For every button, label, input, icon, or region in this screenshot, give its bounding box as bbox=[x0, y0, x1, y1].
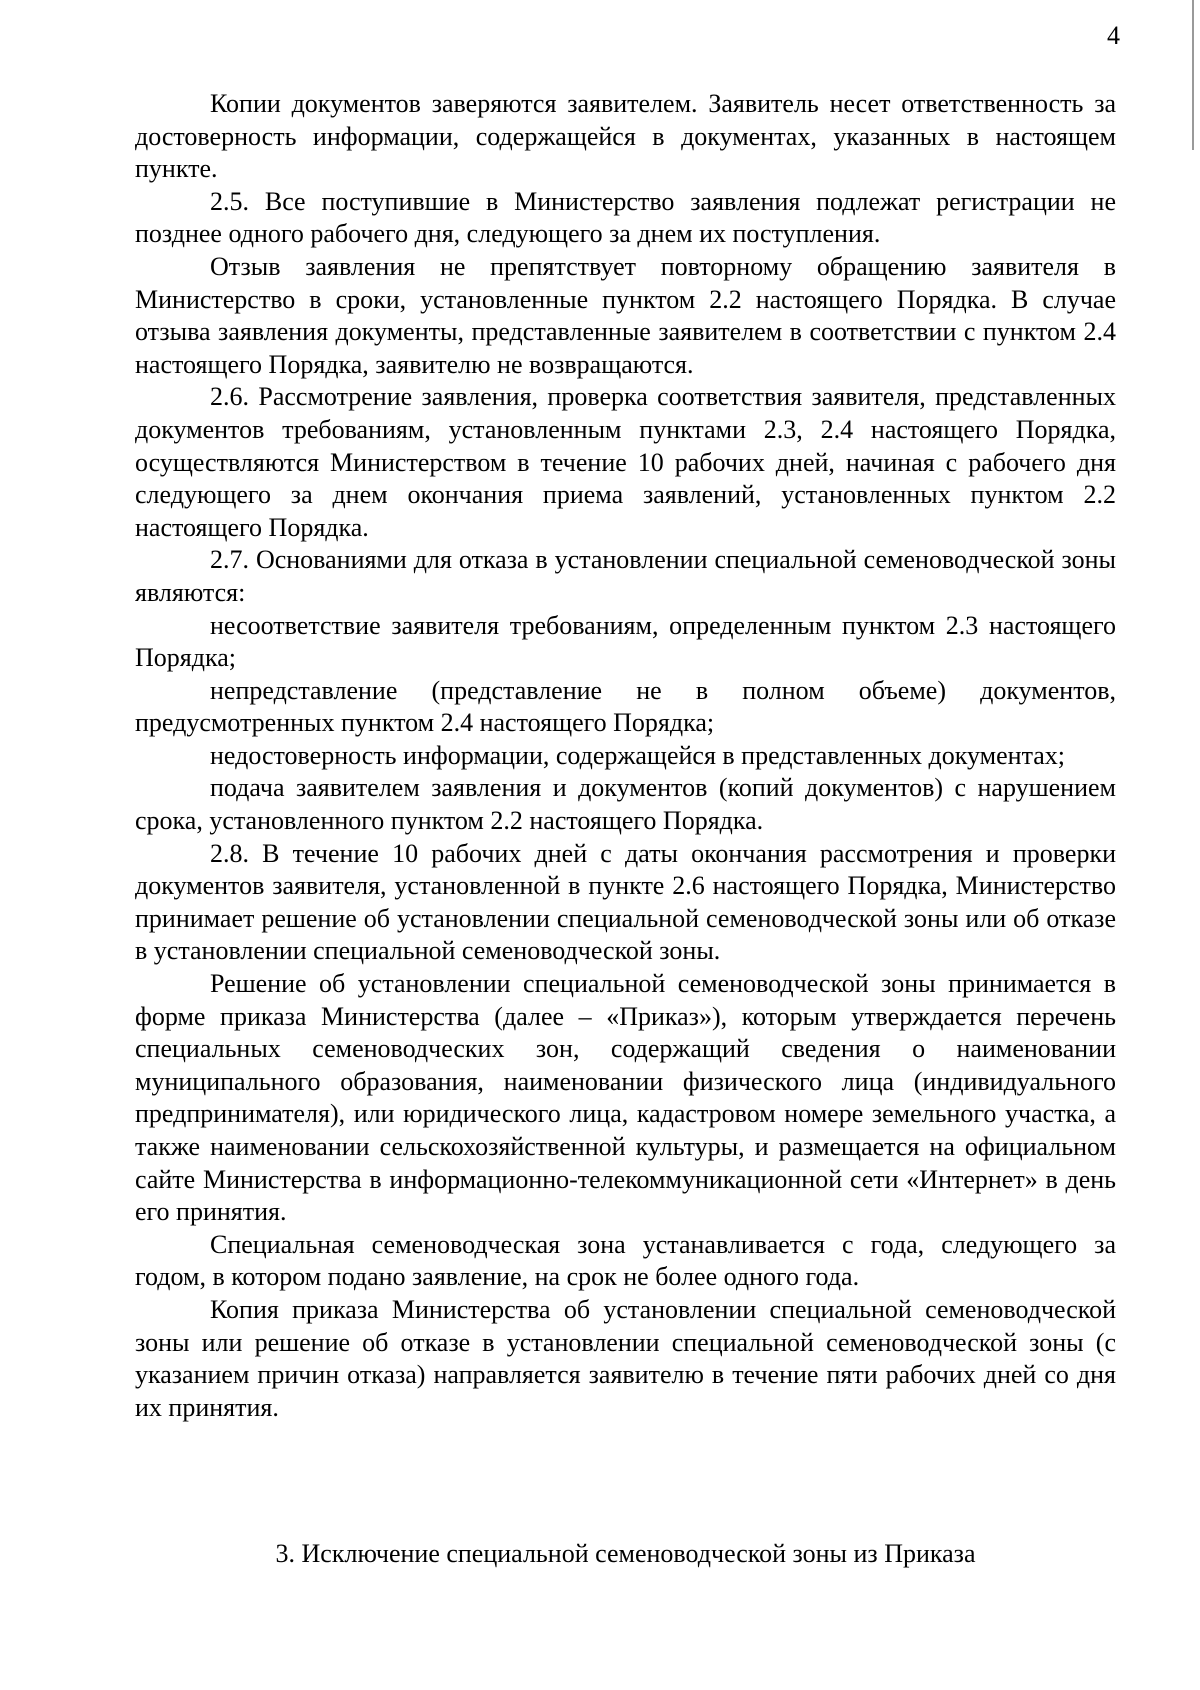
paragraph-2-7: 2.7. Основаниями для отказа в установлении специальной семеноводческой зоны являются: bbox=[135, 545, 1116, 607]
paragraph-2-8: 2.8. В течение 10 рабочих дней с даты окончания рассмотрения и проверки документов заявителя, установленной в пункте 2.6 настоящего Порядка, Министерство принимает решение об установлении специальной семеноводческой зоны или об отказе в установлении специальной семеноводческой зоны. bbox=[135, 838, 1116, 966]
paragraph-withdrawal: Отзыв заявления не препятствует повторному обращению заявителя в Министерство в сроки, установленные пунктом 2.2 настоящего Порядка. В случае отзыва заявления документы, представленные заявителем в соответствии с пунктом 2.4 настоящего Порядка, заявителю не возвращаются. bbox=[135, 251, 1116, 379]
paragraph-copies: Копии документов заверяются заявителем. Заявитель несет ответственность за достоверность информации, содержащейся в документах, указанных в настоящем пункте. bbox=[135, 89, 1116, 184]
paragraph-copy-order: Копия приказа Министерства об установлении специальной семеноводческой зоны или решение об отказе в установлении специальной семеноводческой зоны (с указанием причин отказа) направляется заявителю в течение пяти рабочих дней со дня их принятия. bbox=[135, 1294, 1116, 1422]
refusal-ground-2: непредставление (представление не в полном объеме) документов, предусмотренных пунктом 2.4 настоящего Порядка; bbox=[135, 675, 1116, 738]
paragraph-zone-term: Специальная семеноводческая зона устанавливается с года, следующего за годом, в котором подано заявление, на срок не более одного года. bbox=[135, 1229, 1116, 1292]
paragraph-decision: Решение об установлении специальной семеноводческой зоны принимается в форме приказа Министерства (далее – «Приказ»), которым утверждается перечень специальных семеноводческих зон, содержащий сведения о наименовании муниципального образования, наименовании физического лица (индивидуального предпринимателя), или юридического лица, кадастровом номере земельного участка, а также наименовании сельскохозяйственной культуры, и размещается на официальном сайте Министерства в информационно-телекоммуникационной сети «Интернет» в день его принятия. bbox=[135, 969, 1116, 1227]
refusal-ground-1: несоответствие заявителя требованиям, определенным пунктом 2.3 настоящего Порядка; bbox=[135, 610, 1116, 673]
refusal-ground-3: недостоверность информации, содержащейся в представленных документах; bbox=[210, 740, 1066, 770]
paragraph-2-5: 2.5. Все поступившие в Министерство заявления подлежат регистрации не позднее одного рабочего дня, следующего за днем их поступления. bbox=[135, 186, 1116, 249]
scan-edge-line bbox=[1192, 0, 1194, 150]
section-heading: 3. Исключение специальной семеноводческой зоны из Приказа bbox=[275, 1539, 976, 1568]
refusal-ground-4: подача заявителем заявления и документов (копий документов) с нарушением срока, установленного пунктом 2.2 настоящего Порядка. bbox=[135, 773, 1116, 836]
paragraph-2-6: 2.6. Рассмотрение заявления, проверка соответствия заявителя, представленных документов требованиям, установленным пунктами 2.3, 2.4 настоящего Порядка, осуществляются Министерством в течение 10 рабочих дней, начиная с рабочего дня следующего за днем окончания приема заявлений, установленных пунктом 2.2 настоящего Порядка. bbox=[135, 382, 1116, 542]
page-number: 4 bbox=[1107, 21, 1120, 50]
document-body bbox=[135, 88, 1116, 1424]
